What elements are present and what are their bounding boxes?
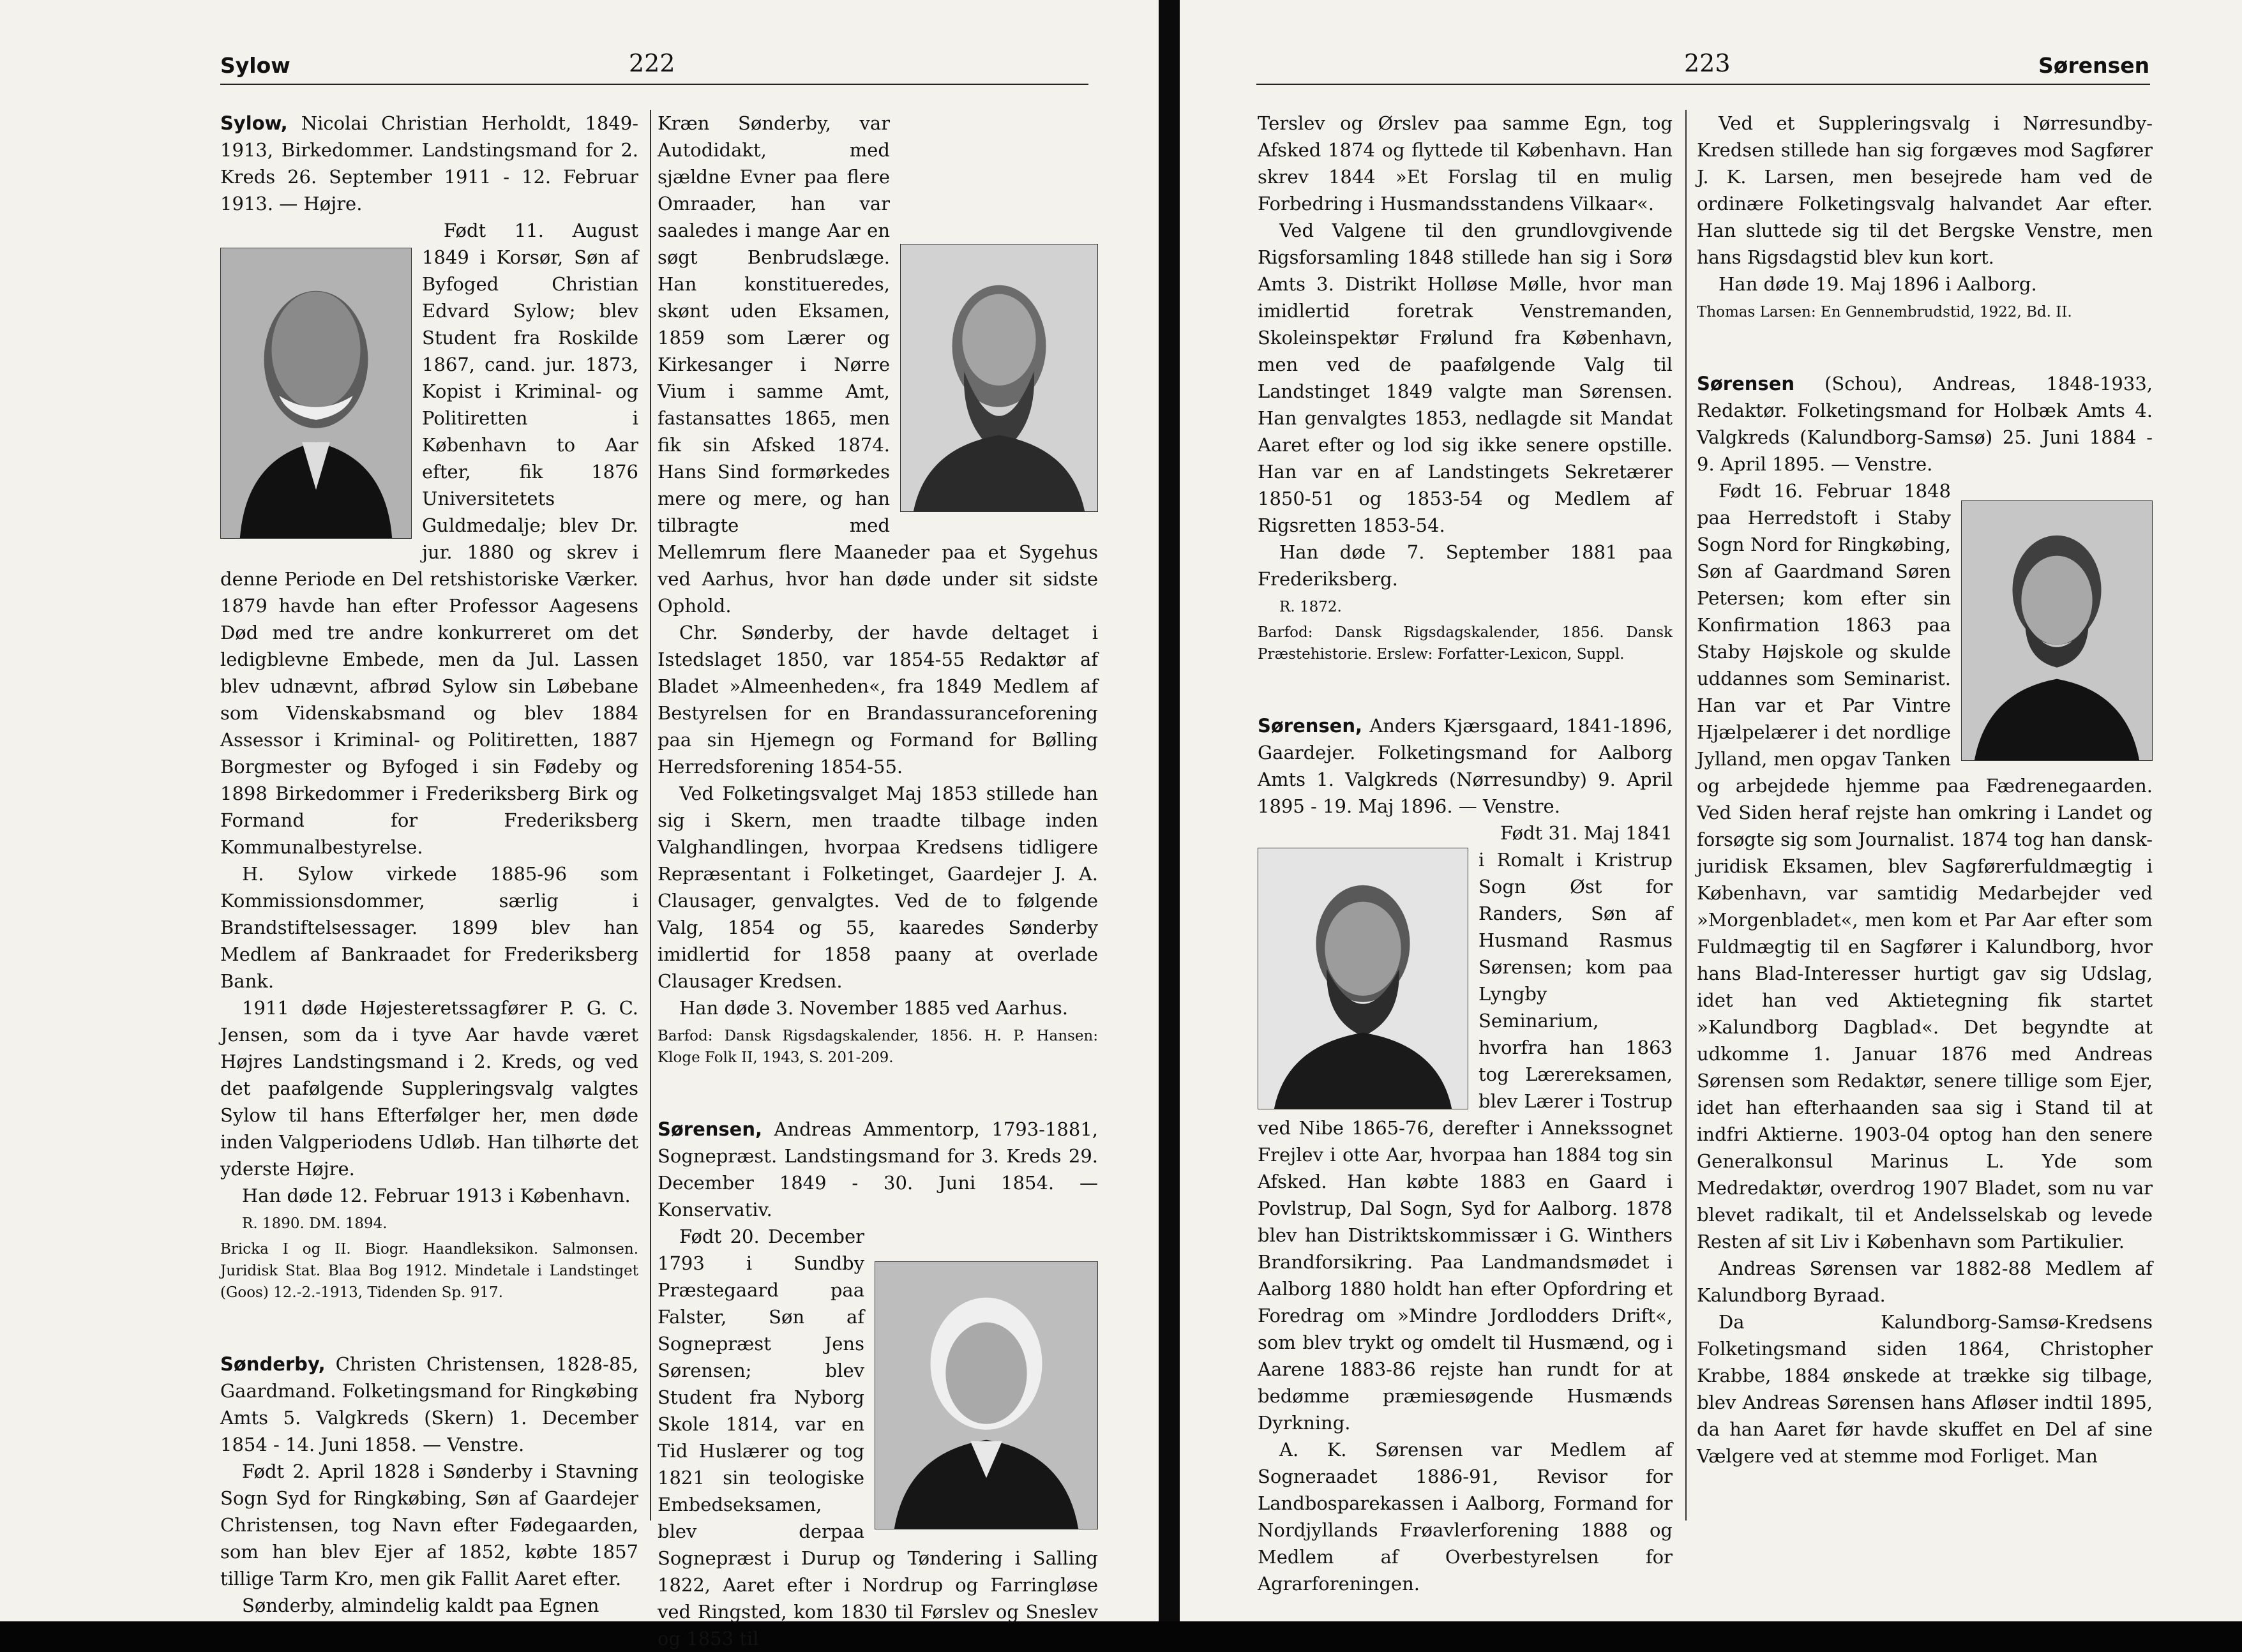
entry-heading: Sylow, Nicolai Christian Herholdt, 1849-1913, Birkedommer. Landstingsmand for 2. Kreds 26. September 1911 - 12. Februar 1913. — Højre. (220, 112, 638, 214)
right-page (1180, 0, 2242, 1621)
entry-heading: Sønderby, Christen Christensen, 1828-85, Gaardmand. Folketingsmand for Ringkøbing Amts 5. Valgkreds (Skern) 1. December 1854 - 14. Juni 1858. — Venstre. (220, 1353, 638, 1455)
right-column-1: Terslev og Ørslev paa samme Egn, tog Afsked 1874 og flyttede til København. Han skrev 1844 »Et Forslag til en mulig Forbedring i Husmandsstandens Vilkaar«. Ved Valgene til den grundlovgivende Rigsforsamling 1848 stillede han sig i Sorø Amts 3. Distrikt Holløse Mølle, hvor man imidlertid foretrak Venstremanden, Skoleinspektør Frølund fra København, men ved de paafølgende Valg til Landstinget 1849 valgte man Sørensen. Han genvalgtes 1853, nedlagde sit Mandat Aaret efter og lod sig ikke senere opstille. Han var en af Landstingets Sekretærer 1850-51 og 1853-54 og Medlem af Rigsretten 1853-54. Han døde 7. September 1881 paa Frederiksberg. R. 1872. Barfod: Dansk Rigsdagskalender, 1856. Dansk Præstehistorie. Erslew: Forfatter-Lexicon, Suppl. Sørensen, Anders Kjærsgaard, 1841-1896, Gaardejer. Folketingsmand for Aalborg Amts 1. Valgkreds (Nørresundby) 9. April 1895 - 19. Maj 1896. — Venstre. Født 31. Maj 1841 i Romalt i Kristrup Sogn Øst for Randers, Søn af Husmand Rasmus Sørensen; kom paa Lyngby Seminarium, hvorfra han 1863 tog Lærereksamen, blev Lærer i Tostrup ved Nibe 1865-76, derefter i Annekssognet Frejlev i otte Aar, hvorpaa han 1884 tog sin Afsked. Han købte 1883 en Gaard i Povlstrup, Dal Sogn, Syd for Aalborg. 1878 blev han Distriktskommissær i G. Winthers Brandforsikring. Paa Landmandsmødet i Aalborg 1880 holdt han efter Opfordring et Foredrag om »Mindre Jordlodders Drift«, som blev trykt og omdelt til Husmænd, og i Aarene 1883-86 rejste han rundt for at bedømme præmiesøgende Husmænds Dyrkning. A. K. Sørensen var Medlem af Sogneraadet 1886-91, Revisor for Landbosparekassen i Aalborg, Formand for Nordjyllands Frøavlerforening 1888 og Medlem af Overbestyrelsen for Agrarforeningen. (1258, 112, 1673, 1595)
column-rule (650, 110, 651, 1521)
entry-heading: Sørensen, Anders Kjærsgaard, 1841-1896, Gaardejer. Folketingsmand for Aalborg Amts 1. Valgkreds (Nørresundby) 9. April 1895 - 19. Maj 1896. — Venstre. (1258, 715, 1673, 817)
sources: Barfod: Dansk Rigsdagskalender, 1856. H. P. Hansen: Kloge Folk II, 1943, S. 201-209. (658, 1028, 1098, 1066)
left-column-2: Kræn Sønderby, var Autodidakt, med sjældne Evner paa flere Omraader, han var saaledes i mange Aar en søgt Benbrudslæge. Han konstitueredes, skønt uden Eksamen, 1859 som Lærer og Kirkesanger i Nørre Vium i samme Amt, fastansattes 1865, men fik sin Afsked 1874. Hans Sind formørkedes mere og mere, og han tilbragte med Mellemrum flere Maaneder paa et Sygehus ved Aarhus, hvor han døde under sit sidste Ophold. Chr. Sønderby, der havde deltaget i Istedslaget 1850, var 1854-55 Redaktør af Bladet »Almeenheden«, fra 1849 Medlem af Bestyrelsen for en Brandassuranceforening paa sin Hjemegn og Formand for Bølling Herredsforening 1854-55. Ved Folketingsvalget Maj 1853 stillede han sig i Skern, men traadte tilbage inden Valghandlingen, hvorpaa Kredsens tidligere Repræsentant i Folketinget, Gaardejer J. A. Clausager, genvalgtes. Ved de to følgende Valg, 1854 og 55, kaaredes Sønderby imidlertid for 1858 paany at overlade Clausager Kredsen. Han døde 3. November 1885 ved Aarhus. Barfod: Dansk Rigsdagskalender, 1856. H. P. Hansen: Kloge Folk II, 1943, S. 201-209. Sørensen, Andreas Ammentorp, 1793-1881, Sognepræst. Landstingsmand for 3. Kreds 29. December 1849 - 30. Juni 1854. — Konservativ. Født 20. December 1793 i Sundby Præstegaard paa Falster, Søn af Sognepræst Jens Sørensen; blev Student fra Nyborg Skole 1814, var en Tid Huslærer og tog 1821 sin teologiske Embedseksamen, blev derpaa Sognepræst i Durup og Tøndering i Salling 1822, Aaret efter i Nordrup og Farringløse ved Ringsted, kom 1830 til Førslev og Sneslev og 1853 til (658, 112, 1098, 1649)
sources: Thomas Larsen: En Gennembrudstid, 1922, Bd. II. (1697, 304, 2072, 320)
portrait-sonderby (900, 244, 1098, 512)
column-rule (1685, 110, 1687, 1521)
portrait-sorensen-andreas-schou (1961, 500, 2153, 761)
sources: Barfod: Dansk Rigsdagskalender, 1856. Dansk Præstehistorie. Erslew: Forfatter-Lexicon, Suppl. (1258, 624, 1673, 663)
entry-heading: Sørensen, Andreas Ammentorp, 1793-1881, Sognepræst. Landstingsmand for 3. Kreds 29. December 1849 - 30. Juni 1854. — Konservativ. (658, 1118, 1098, 1220)
header-rule (1256, 84, 2150, 85)
page-number: 222 (629, 49, 675, 77)
running-head-name: Sylow (220, 53, 290, 78)
left-page-header (0, 48, 1159, 86)
running-head-name: Sørensen (2038, 53, 2150, 78)
portrait-sorensen-andreas-ammentorp (875, 1261, 1098, 1529)
portrait-sylow (220, 248, 412, 539)
portrait-sorensen-anders-kjaersgaard (1258, 848, 1468, 1109)
sources: Bricka I og II. Biogr. Haandleksikon. Salmonsen. Juridisk Stat. Blaa Bog 1912. Mindetale i Landstinget (Goos) 12.-2.-1913, Tidenden Sp. 917. (220, 1241, 638, 1301)
book-gutter (1159, 0, 1180, 1621)
header-rule (220, 84, 1088, 85)
right-page-header (1180, 48, 2242, 86)
right-column-2: Ved et Suppleringsvalg i Nørresundby-Kredsen stillede han sig forgæves mod Sagfører J. K. Larsen, men besejrede ham ved de ordinære Folketingsvalg halvandet Aar efter. Han sluttede sig til det Bergske Venstre, men hans Rigsdagstid blev kun kort. Han døde 19. Maj 1896 i Aalborg. Thomas Larsen: En Gennembrudstid, 1922, Bd. II. Sørensen (Schou), Andreas, 1848-1933, Redaktør. Folketingsmand for Holbæk Amts 4. Valgkreds (Kalundborg-Samsø) 25. Juni 1884 - 9. April 1895. — Venstre. Født 16. Februar 1848 paa Herredstoft i Staby Sogn Nord for Ringkøbing, Søn af Gaardmand Søren Petersen; kom efter sin Konfirmation 1863 paa Staby Højskole og skulde uddannes som Seminarist. Han var et Par Vintre Hjælpelærer i det nordlige Jylland, men opgav Tanken og arbejdede hjemme paa Fædrenegaarden. Ved Siden heraf rejste han omkring i Landet og forsøgte sig som Journalist. 1874 tog han dansk-juridisk Eksamen, blev Sagførerfuldmægtig i København, var samtidig Medarbejder ved »Morgenbladet«, men kom et Par Aar efter som Fuldmægtig til en Sagfører i Kalundborg, hvor hans Blad-Interesser hurtigt gav sig Udslag, idet han ved Aktietegning fik startet »Kalundborg Dagblad«. Det begyndte at udkomme 1. Januar 1876 med Andreas Sørensen som Redaktør, senere tillige som Ejer, idet han efterhaanden saa sig i Stand til at indfri Aktierne. 1903-04 optog han den senere Generalkonsul Marinus L. Yde som Medredaktør, overdrog 1907 Bladet, som nu var blevet radikalt, til et Andelsselskab og levede Resten af sit Liv i København som Partikulier. Andreas Sørensen var 1882-88 Medlem af Kalundborg Byraad. Da Kalundborg-Samsø-Kredsens Folketingsmand siden 1864, Christopher Krabbe, 1884 ønskede at trække sig tilbage, blev Andreas Sørensen hans Afløser indtil 1895, da han Aaret før havde skuffet en Del af sine Vælgere ved at stemme mod Forliget. Man (1697, 112, 2153, 1467)
entry-heading: Sørensen (Schou), Andreas, 1848-1933, Redaktør. Folketingsmand for Holbæk Amts 4. Valgkreds (Kalundborg-Samsø) 25. Juni 1884 - 9. April 1895. — Venstre. (1697, 373, 2153, 475)
page-number: 223 (1684, 49, 1731, 77)
left-column-1: Sylow, Nicolai Christian Herholdt, 1849-1913, Birkedommer. Landstingsmand for 2. Kreds 26. September 1911 - 12. Februar 1913. — Højre. Født 11. August 1849 i Korsør, Søn af Byfoged Christian Edvard Sylow; blev Student fra Roskilde 1867, cand. jur. 1873, Kopist i Kriminal- og Politiretten i København to Aar efter, fik 1876 Universitetets Guldmedalje; blev Dr. jur. 1880 og skrev i denne Periode en Del retshistoriske Værker. 1879 havde han efter Professor Aagesens Død med tre andre konkurreret om det ledigblevne Embede, men da Jul. Lassen blev udnævnt, afbrød Sylow sin Løbebane som Videnskabsmand og blev 1884 Assessor i Kriminal- og Politiretten, 1887 Borgmester og Byfoged i sin Fødeby og 1898 Birkedommer i Frederiksberg Birk og Formand for Frederiksberg Kommunalbestyrelse. H. Sylow virkede 1885-96 som Kommissionsdommer, særlig i Brandstiftelsessager. 1899 blev han Medlem af Bankraadet for Frederiksberg Bank. 1911 døde Højesteretssagfører P. G. C. Jensen, som da i tyve Aar havde været Højres Landstingsmand i 2. Kreds, og ved det paafølgende Suppleringsvalg valgtes Sylow til hans Efterfølger her, men døde inden Valgperiodens Udløb. Han tilhørte det yderste Højre. Han døde 12. Februar 1913 i København. R. 1890. DM. 1894. Bricka I og II. Biogr. Haandleksikon. Salmonsen. Juridisk Stat. Blaa Bog 1912. Mindetale i Landstinget (Goos) 12.-2.-1913, Tidenden Sp. 917. Sønderby, Christen Christensen, 1828-85, Gaardmand. Folketingsmand for Ringkøbing Amts 5. Valgkreds (Skern) 1. December 1854 - 14. Juni 1858. — Venstre. Født 2. April 1828 i Sønderby i Stavning Sogn Syd for Ringkøbing, Søn af Gaardejer Christensen, tog Navn efter Fødegaarden, som han blev Ejer af 1852, købte 1857 tillige Tarm Kro, men gik Fallit Aaret efter. Sønderby, almindelig kaldt paa Egnen (220, 110, 638, 1527)
